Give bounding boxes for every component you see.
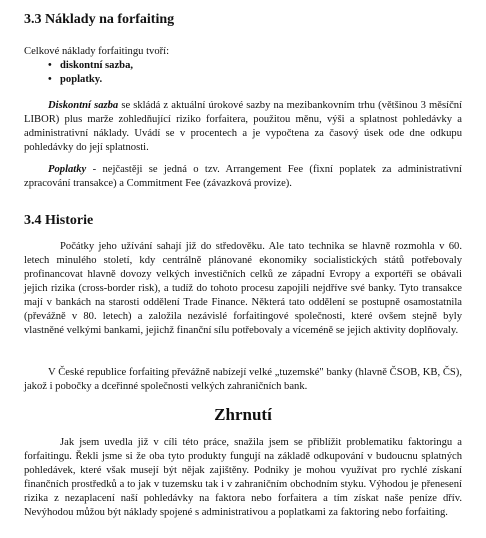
costs-intro: Celkové náklady forfaitingu tvoří:	[24, 46, 170, 57]
list-item: • poplatky.	[48, 73, 133, 87]
summary-heading: Zhrnutí	[214, 405, 272, 424]
summary-paragraph: Jak jsem uvedla již v cíli této práce, snažila jsem se přiblížit problematiku faktoringu a forfaitingu. Řekli jsme si že oba tyto produkty fungují na základě odkupování v budoucnu splatných pohledávek, které však musejí být nějak zajištěny. Podniky je mohou využívat pro rychlé získaní finančních prostředků a to jak v tuzemsku tak i v zahraničním obchodním styku. Výhodou je přenesení rizika z nezaplacení naší pohledávky na faktora nebo forfaitera a tím získat naše peníze dřív. Nevýhodou můžou být náklady spojené s administrativou a poplatkami za faktoring nebo forfaiting.	[24, 437, 462, 518]
history-paragraph-2: V České republice forfaiting převážně nabízejí velké „tuzemské" banky (hlavně ČSOB, KB, ČS), jakož i pobočky a dceřinné společnosti velkých zahraničních bank.	[24, 367, 462, 392]
history-paragraph-1: Počátky jeho užívání sahají již do středověku. Ale tato technika se hlavně rozmohla v 60. letech minulého století, kdy centrálně plánované ekonomiky socialistických států potřebovaly profinancovat hlavně dovozy velkých investičních celků ze západní Evropy a exportéři se obávali jejich rizika (cross-border risk), a tudíž do tohoto procesu zapojili nejdříve své banky. Tyto transakce mají v bankách na starosti oddělení Trade Finance. Některá tato oddělení se postupně osamostatnila (převážně v 80. letech) a založila nezávislé forfaitingové společnosti, které ovšem stejně byly vlastněné velkými bankami, jejichž finanční sílu potřebovaly a víceméně se jejich aktivity doplňovaly.	[24, 241, 462, 336]
costs-list	[48, 59, 133, 87]
section-heading-costs: 3.3 Náklady na forfaiting	[24, 12, 175, 27]
list-item: • diskontní sazba,	[48, 59, 133, 73]
section-heading-history: 3.4 Historie	[24, 213, 94, 228]
discount-rate-term: Diskontní sazba	[48, 100, 119, 111]
discount-rate-paragraph	[24, 99, 462, 155]
fees-term: Poplatky	[48, 164, 87, 175]
discount-rate-text: se skládá z aktuální úrokové sazby na mezibankovním trhu (většinou 3 měsíční LIBOR) plus marže zohledňující riziko forfaitera, použitou měnu, výši a splatnost pohledávky a administrativní náklady. Uvádí se v procentech a je vypočtena za časový úsek ode dne odkupu pohledávky do její splatnosti.	[24, 100, 463, 153]
fees-paragraph	[24, 163, 462, 191]
fees-text: - nejčastěji se jedná o tzv. Arrangement Fee (fixní poplatek za administrativní zpracování transakce) a Commitment Fee (závazková provize).	[24, 164, 462, 189]
